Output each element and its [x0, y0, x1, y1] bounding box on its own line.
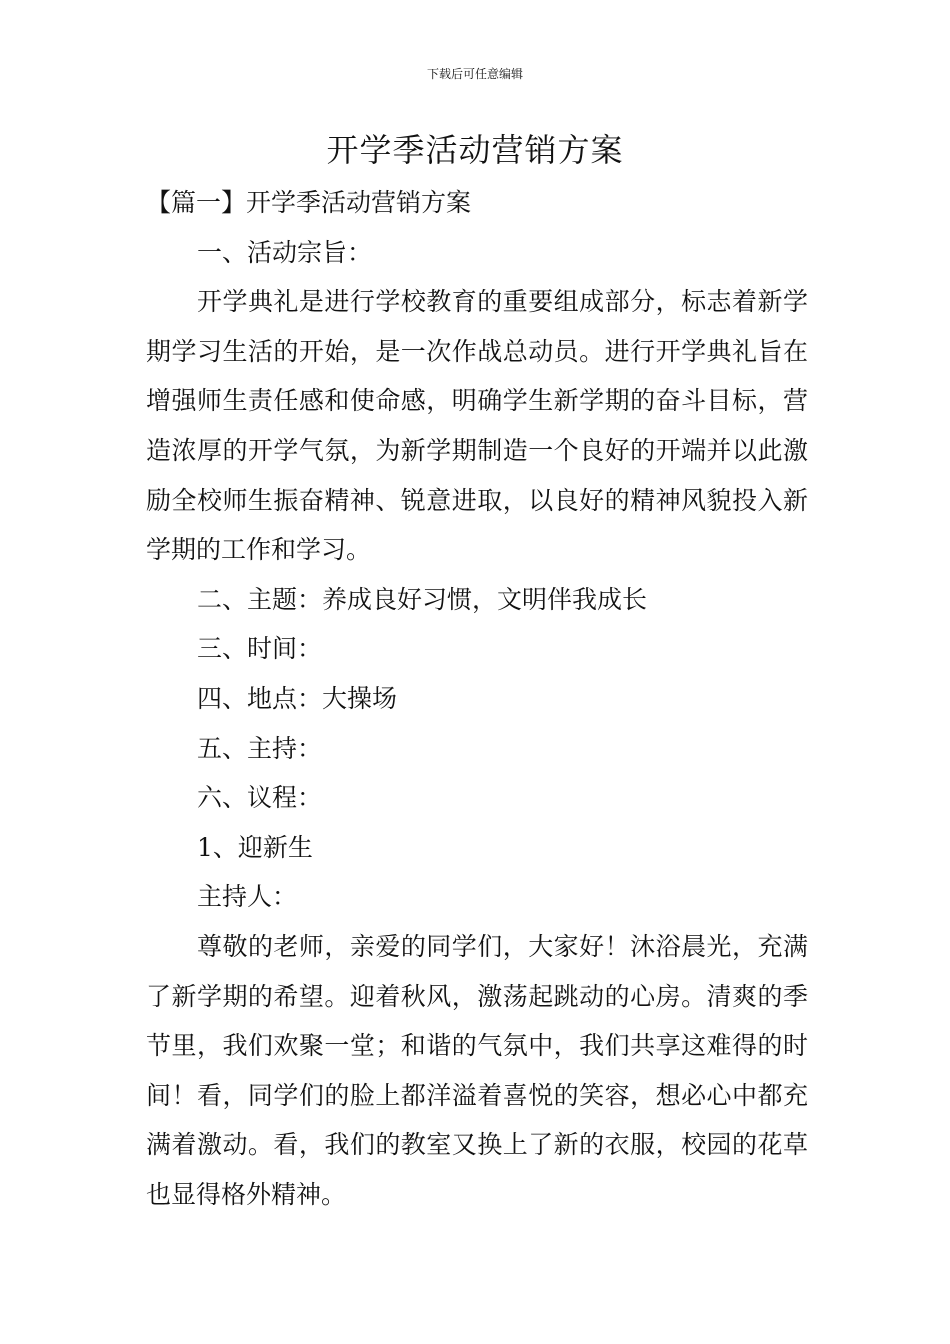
document-body [146, 178, 808, 1219]
agenda-line: 六、议程： [197, 783, 323, 813]
location-line: 四、地点：大操场 [197, 683, 398, 713]
purpose-heading: 一、活动宗旨： [197, 237, 373, 267]
agenda-item-1: 1、迎新生 [197, 832, 313, 862]
host-speech-label: 主持人： [197, 882, 298, 912]
host-speech-paragraph: 尊敬的老师，亲爱的同学们，大家好！沐浴晨光，充满了新学期的希望。迎着秋风，激荡起跳动的心房。清爽的季节里，我们欢聚一堂；和谐的气氛中，我们共享这难得的时间！看，同学们的脸上都洋溢着喜悦的笑容，想必心中都充满着激动。看，我们的教室又换上了新的衣服，校园的花草也显得格外精神。 [146, 931, 808, 1209]
page-header-note: 下载后可任意编辑 [426, 67, 523, 81]
document-title: 开学季活动营销方案 [326, 131, 624, 169]
theme-line: 二、主题：养成良好习惯，文明伴我成长 [197, 584, 648, 614]
time-line: 三、时间： [197, 634, 323, 664]
purpose-paragraph: 开学典礼是进行学校教育的重要组成部分，标志着新学期学习生活的开始，是一次作战总动员。进行开学典礼旨在增强师生责任感和使命感，明确学生新学期的奋斗目标，营造浓厚的开学气氛，为新学期制造一个良好的开端并以此激励全校师生振奋精神、锐意进取，以良好的精神风貌投入新学期的工作和学习。 [146, 287, 808, 565]
section-heading: 【篇一】开学季活动营销方案 [146, 188, 472, 217]
host-line: 五、主持： [197, 733, 323, 763]
